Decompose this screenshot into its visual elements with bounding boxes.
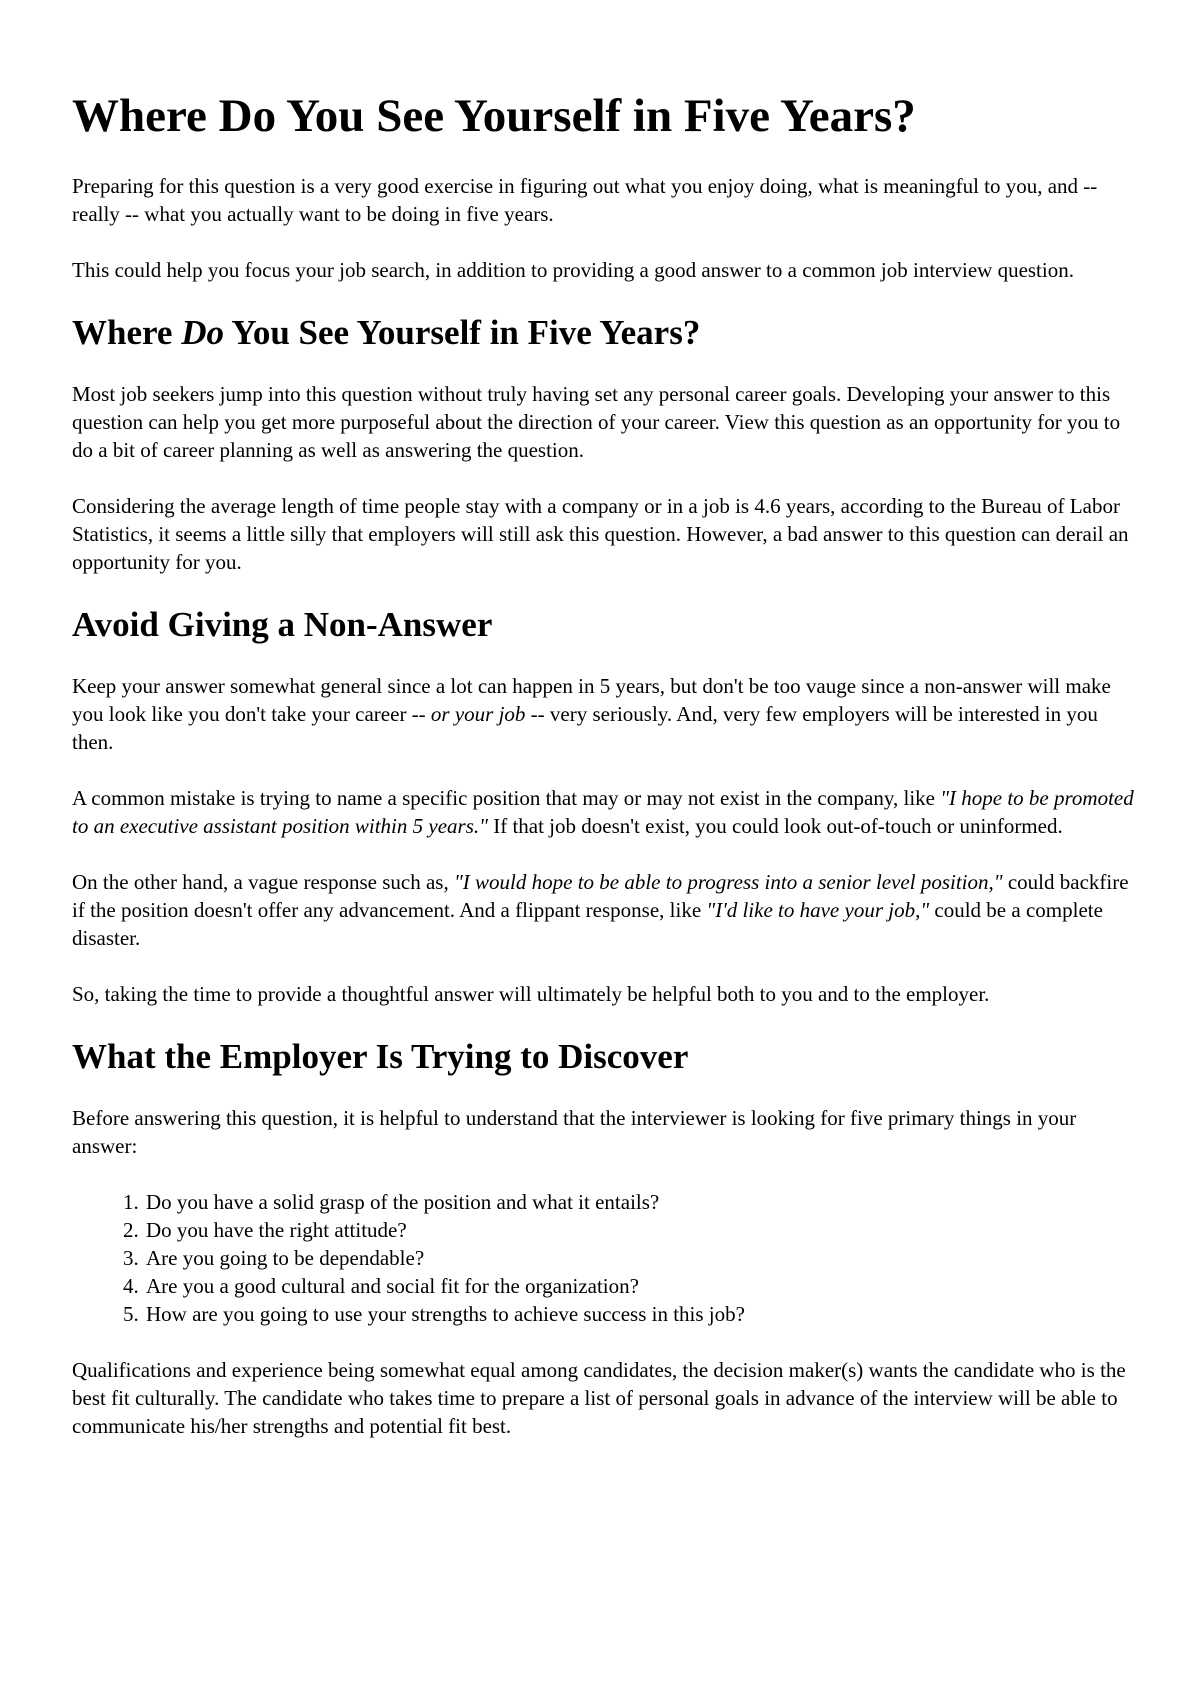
section2-paragraph-4: So, taking the time to provide a thoughtful answer will ultimately be helpful both to you and to the employer. (72, 982, 990, 1006)
section1-paragraph-1: Most job seekers jump into this question without truly having set any personal career goals. Developing your answer to this question can help you get more purposeful about the direction of your career. View this question as an opportunity for you to do a bit of career planning as well as answering the question. (72, 382, 1121, 462)
text-run: If that job doesn't exist, you could look out-of-touch or uninformed. (487, 814, 1063, 838)
list-item: 3. Are you going to be dependable? (144, 1244, 1140, 1272)
list-item: 1. Do you have a solid grasp of the position and what it entails? (144, 1188, 1140, 1216)
text-run: On the other hand, a vague response such as, (72, 870, 454, 894)
intro-paragraph-2: This could help you focus your job search, in addition to providing a good answer to a common job interview question. (72, 258, 1074, 282)
emphasis-quote: "I would hope to be able to progress into a senior level position," (453, 870, 1003, 894)
text-run: Keep your answer somewhat general since a lot can happen in 5 years, but don't be too vauge since a non-answer will make you look like you don't take your career -- (72, 674, 1111, 726)
section2-paragraph-3 (72, 868, 1140, 952)
list-item: 4. Are you a good cultural and social fit for the organization? (144, 1272, 1140, 1300)
emphasis-quote: "I'd like to have your job," (706, 898, 930, 922)
page-title: Where Do You See Yourself in Five Years? (72, 90, 916, 142)
text-run: could be a complete disaster. (72, 898, 1103, 950)
section-heading-avoid-non-answer: Avoid Giving a Non-Answer (72, 605, 493, 644)
text-run: A common mistake is trying to name a specific position that may or may not exist in the company, like (72, 786, 941, 810)
section2-paragraph-2 (72, 784, 1140, 840)
text-run: could backfire if the position doesn't offer any advancement. And a flippant response, like (72, 870, 1129, 922)
section1-paragraph-2: Considering the average length of time people stay with a company or in a job is 4.6 years, according to the Bureau of Labor Statistics, it seems a little silly that employers will still ask this question. However, a bad answer to this question can derail an opportunity for you. (72, 494, 1129, 574)
employer-questions-list (72, 1188, 1140, 1328)
emphasis-quote: "I hope to be promoted to an executive assistant position within 5 years." (72, 786, 1134, 838)
text-run: -- very seriously. And, very few employers will be interested in you then. (72, 702, 1098, 754)
section3-paragraph-1: Before answering this question, it is helpful to understand that the interviewer is looking for five primary things in your answer: (72, 1106, 1077, 1158)
heading-text-post: You See Yourself in Five Years? (223, 313, 701, 352)
list-item: 5. How are you going to use your strengths to achieve success in this job? (144, 1300, 1140, 1328)
intro-paragraph-1: Preparing for this question is a very good exercise in figuring out what you enjoy doing, what is meaningful to you, and -- really -- what you actually want to be doing in five years. (72, 174, 1098, 226)
emphasis-run: or your job (430, 702, 526, 726)
heading-emphasis-do: Do (181, 313, 224, 352)
list-item: 2. Do you have the right attitude? (144, 1216, 1140, 1244)
section3-paragraph-2: Qualifications and experience being somewhat equal among candidates, the decision maker(s) wants the candidate who is the best fit culturally. The candidate who takes time to prepare a list of personal goals in advance of the interview will be able to communicate his/her strengths and potential fit best. (72, 1358, 1126, 1438)
section-heading-where-do-you-see (72, 312, 1140, 354)
section2-paragraph-1 (72, 672, 1140, 756)
heading-text-pre: Where (72, 313, 182, 352)
section-heading-employer-discover: What the Employer Is Trying to Discover (72, 1037, 689, 1076)
